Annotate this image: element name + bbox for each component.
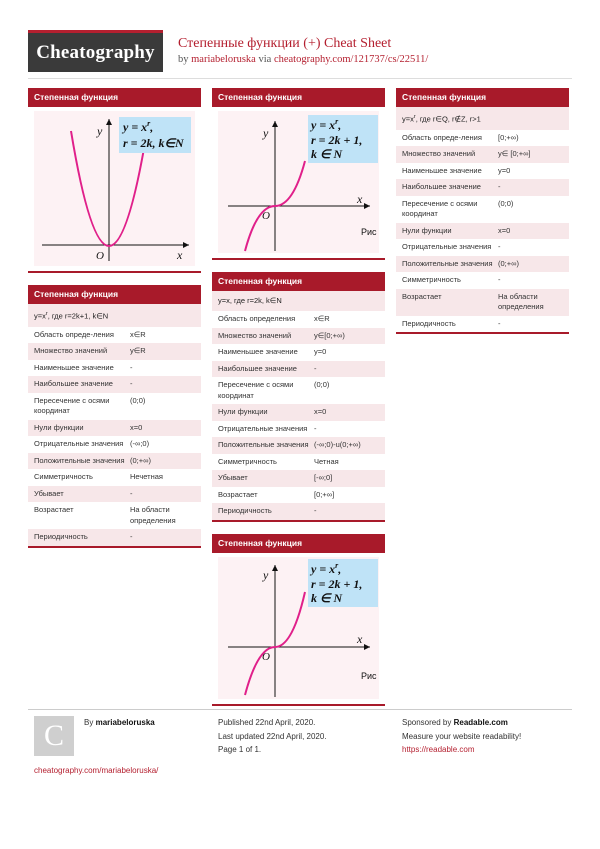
row-key: Нули функции xyxy=(218,407,268,416)
author-link[interactable]: mariabeloruska xyxy=(191,54,256,65)
section-title: Степенная функция xyxy=(212,88,385,107)
row-value: y=0 xyxy=(314,347,327,356)
row-key: Наименьшее значение xyxy=(218,347,298,356)
table-row xyxy=(28,376,201,393)
x-axis-arrow xyxy=(183,242,189,248)
section-title: Степенная функция xyxy=(212,272,385,291)
subtitle-sup: r xyxy=(413,114,416,120)
row-value: - xyxy=(314,506,317,515)
row-value: На области определения xyxy=(130,505,176,525)
origin-label: O xyxy=(262,210,270,222)
table-row xyxy=(212,377,385,404)
property-table xyxy=(212,311,385,520)
table-row xyxy=(212,487,385,504)
table-row xyxy=(212,470,385,487)
row-key: Область опреде-ления xyxy=(34,329,114,339)
table-row xyxy=(396,196,569,223)
sponsor-name[interactable]: Readable.com xyxy=(453,718,508,727)
row-value: x=0 xyxy=(314,407,327,416)
y-axis-arrow xyxy=(272,565,278,571)
header-divider xyxy=(28,78,572,79)
section-odd-power xyxy=(28,285,201,548)
section-subtitle xyxy=(396,107,569,130)
page-title: Степенные функции (+) Cheat Sheet xyxy=(178,36,392,51)
row-value: y∈R xyxy=(130,346,146,355)
property-table xyxy=(396,130,569,333)
row-key: Наибольшее значение xyxy=(34,379,113,388)
row-key: Положительные значения xyxy=(402,258,493,268)
footer-divider xyxy=(28,709,572,710)
formula-line-3: k ∈ N xyxy=(311,147,343,161)
published-date: Published 22nd April, 2020. xyxy=(218,718,316,727)
section-graph-odd xyxy=(212,88,385,260)
row-key: Нули функции xyxy=(34,422,84,432)
row-value: y∈ [0;+∞] xyxy=(498,149,531,158)
table-row xyxy=(396,289,569,316)
table-row xyxy=(28,529,201,546)
table-row xyxy=(28,343,201,360)
row-value: (0;0) xyxy=(314,380,330,389)
table-row xyxy=(212,361,385,378)
formula-line-2: r = 2k + 1, xyxy=(311,576,363,591)
x-axis-label: x xyxy=(357,192,363,206)
table-row xyxy=(28,469,201,486)
row-value: Четная xyxy=(314,456,339,466)
row-value: (0;0) xyxy=(130,395,146,405)
row-key: Пересечение с осями координат xyxy=(34,395,110,415)
row-value: - xyxy=(130,362,133,372)
section-rational-power xyxy=(396,88,569,334)
formula-line-1: $y = x^r$, xyxy=(311,117,342,132)
page-number: Page 1 of 1. xyxy=(218,745,262,754)
row-value: - xyxy=(314,423,317,433)
section-title: Степенная функция xyxy=(28,285,201,304)
table-row xyxy=(212,328,385,345)
subtitle-rest: , где r=2k+1, k∈N xyxy=(47,311,109,321)
row-value: - xyxy=(314,363,317,373)
row-key: Возрастает xyxy=(402,291,442,301)
table-row xyxy=(396,316,569,333)
origin-label: O xyxy=(262,650,270,663)
subtitle-sup: r xyxy=(45,311,48,317)
sponsor-url-link[interactable]: https://readable.com xyxy=(402,745,475,754)
byline-by: by xyxy=(178,54,189,65)
section-title: Степенная функция xyxy=(28,88,201,107)
formula-line-2: r = 2k + 1, xyxy=(311,133,363,147)
graph-odd-figure xyxy=(218,111,379,253)
table-row xyxy=(212,404,385,421)
row-value: [0;+∞] xyxy=(314,489,335,499)
table-row xyxy=(396,163,569,180)
sponsored-label: Sponsored by xyxy=(402,718,452,727)
row-key: Множество значений xyxy=(402,149,476,158)
column-3 xyxy=(396,88,569,346)
formula-line-3: k ∈ N xyxy=(311,590,343,605)
table-row xyxy=(28,453,201,470)
section-title: Степенная функция xyxy=(212,534,385,553)
byline-via: via xyxy=(258,54,272,65)
table-row xyxy=(212,344,385,361)
section-subtitle: y=x, где r=2k, k∈N xyxy=(212,291,385,311)
footer-author xyxy=(28,714,201,775)
row-key: Убывает xyxy=(34,488,64,498)
row-key: Наибольшее значение xyxy=(402,182,481,191)
table-row xyxy=(212,311,385,328)
x-axis-label: x xyxy=(357,631,363,646)
table-row xyxy=(28,502,201,529)
table-row xyxy=(28,327,201,344)
row-value: На области определения xyxy=(498,291,544,311)
y-axis-label: y xyxy=(263,126,269,140)
row-value: x=0 xyxy=(498,225,511,235)
row-value: - xyxy=(130,532,133,541)
figure-caption: Рис xyxy=(361,227,377,237)
row-value: Нечетная xyxy=(130,472,163,481)
avatar[interactable]: C xyxy=(34,716,74,756)
row-value: [-∞;0] xyxy=(314,473,333,482)
row-key: Периодичность xyxy=(34,532,88,541)
row-value: y∈[0;+∞) xyxy=(314,330,345,340)
cubic-graph-2 xyxy=(218,557,379,699)
footer-sponsor xyxy=(402,716,575,757)
row-key: Наименьшее значение xyxy=(34,362,114,372)
footer-dates xyxy=(218,716,391,757)
x-axis-arrow xyxy=(364,203,370,209)
subtitle-main: y=x xyxy=(34,311,46,321)
table-row xyxy=(212,421,385,438)
table-row xyxy=(396,272,569,289)
row-value: - xyxy=(130,379,133,388)
table-row xyxy=(212,454,385,471)
row-key: Область определения xyxy=(218,314,296,323)
section-title: Степенная функция xyxy=(396,88,569,107)
cubic-graph xyxy=(218,111,379,253)
graph-panel xyxy=(212,107,385,258)
section-graph-even xyxy=(28,88,201,273)
row-value: - xyxy=(498,275,501,284)
row-key: Положительные значения xyxy=(34,455,125,465)
row-value: - xyxy=(498,182,501,191)
formula-line-2: r = 2k, k∈N xyxy=(123,136,184,150)
row-key: Пересечение с осями координат xyxy=(218,380,294,400)
table-row xyxy=(28,360,201,377)
row-key: Возрастает xyxy=(34,505,74,514)
row-value: x∈R xyxy=(130,329,146,339)
column-1 xyxy=(28,88,201,560)
row-value: x∈R xyxy=(314,314,330,323)
table-row xyxy=(28,420,201,437)
row-key: Положительные значения xyxy=(218,440,309,449)
row-key: Область опреде-ления xyxy=(402,132,482,142)
table-row xyxy=(28,393,201,420)
footer-by xyxy=(84,718,155,727)
row-key: Периодичность xyxy=(218,506,272,515)
sponsor-tagline: Measure your website readability! xyxy=(402,731,522,741)
row-value: - xyxy=(498,318,501,328)
sheet-url-link[interactable]: cheatography.com/121737/cs/22511/ xyxy=(273,54,429,65)
y-axis-arrow xyxy=(106,119,112,125)
table-row xyxy=(396,256,569,273)
table-row xyxy=(212,437,385,454)
row-key: Наибольшее значение xyxy=(218,363,297,373)
property-table xyxy=(28,327,201,546)
row-value: y=0 xyxy=(498,165,511,175)
table-row xyxy=(396,239,569,256)
parabola-graph xyxy=(34,111,195,266)
y-axis-label: y xyxy=(97,124,103,138)
table-row xyxy=(396,223,569,240)
y-axis-label: y xyxy=(263,567,269,582)
row-value: x=0 xyxy=(130,422,143,432)
row-key: Наименьшее значение xyxy=(402,165,482,175)
row-key: Периодичность xyxy=(402,318,456,328)
section-graph-odd-2 xyxy=(212,534,385,706)
y-axis-arrow xyxy=(272,121,278,127)
graph-odd-figure-2 xyxy=(218,557,379,699)
origin-label: O xyxy=(96,250,104,262)
table-row xyxy=(28,436,201,453)
figure-caption: Рис xyxy=(361,670,377,681)
updated-date: Last updated 22nd April, 2020. xyxy=(218,731,327,741)
subtitle-main: y=x xyxy=(402,114,414,124)
x-axis-arrow xyxy=(364,644,370,650)
table-row xyxy=(396,146,569,163)
table-row xyxy=(28,486,201,503)
footer-author-link[interactable]: mariabeloruska xyxy=(95,718,155,727)
row-key: Убывает xyxy=(218,473,248,482)
row-key: Симметричность xyxy=(218,456,277,466)
cheatography-logo[interactable]: Cheatography xyxy=(28,30,163,72)
row-value: (0;+∞) xyxy=(498,258,519,268)
subtitle-rest: , где r∈Q, r∉Z, r>1 xyxy=(415,114,481,124)
row-key: Отрицательные значения xyxy=(218,423,308,433)
sponsored-line xyxy=(402,716,575,730)
row-value: (0;0) xyxy=(498,198,514,208)
byline xyxy=(178,54,428,65)
row-value: - xyxy=(130,488,133,498)
graph-panel xyxy=(28,107,201,271)
row-value: [0;+∞) xyxy=(498,132,519,142)
section-subtitle xyxy=(28,304,201,327)
row-key: Симметричность xyxy=(34,472,93,481)
table-row xyxy=(396,179,569,196)
row-key: Пересечение с осями координат xyxy=(402,198,478,218)
footer-by-label: By xyxy=(84,718,94,727)
section-even-power xyxy=(212,272,385,522)
graph-even-figure xyxy=(34,111,195,266)
row-key: Симметричность xyxy=(402,275,461,284)
graph-panel xyxy=(212,553,385,704)
row-value: - xyxy=(498,242,501,251)
row-key: Множество значений xyxy=(34,346,108,355)
row-key: Множество значений xyxy=(218,330,292,340)
formula-line-1: $y = x^r$, xyxy=(311,560,342,576)
row-value: (-∞;0) xyxy=(130,439,150,448)
table-row xyxy=(396,130,569,147)
row-value: (0;+∞) xyxy=(130,455,151,465)
formula-line-1: $y = x^r$, xyxy=(123,119,154,134)
row-key: Отрицательные значения xyxy=(402,242,492,251)
row-key: Возрастает xyxy=(218,489,258,499)
x-axis-label: x xyxy=(177,248,183,262)
column-2 xyxy=(212,88,385,718)
author-profile-link[interactable]: cheatography.com/mariabeloruska/ xyxy=(34,766,159,775)
row-value: (-∞;0)-u(0;+∞) xyxy=(314,440,361,449)
row-key: Отрицательные значения xyxy=(34,439,124,448)
row-key: Нули функции xyxy=(402,225,452,235)
table-row xyxy=(212,503,385,520)
